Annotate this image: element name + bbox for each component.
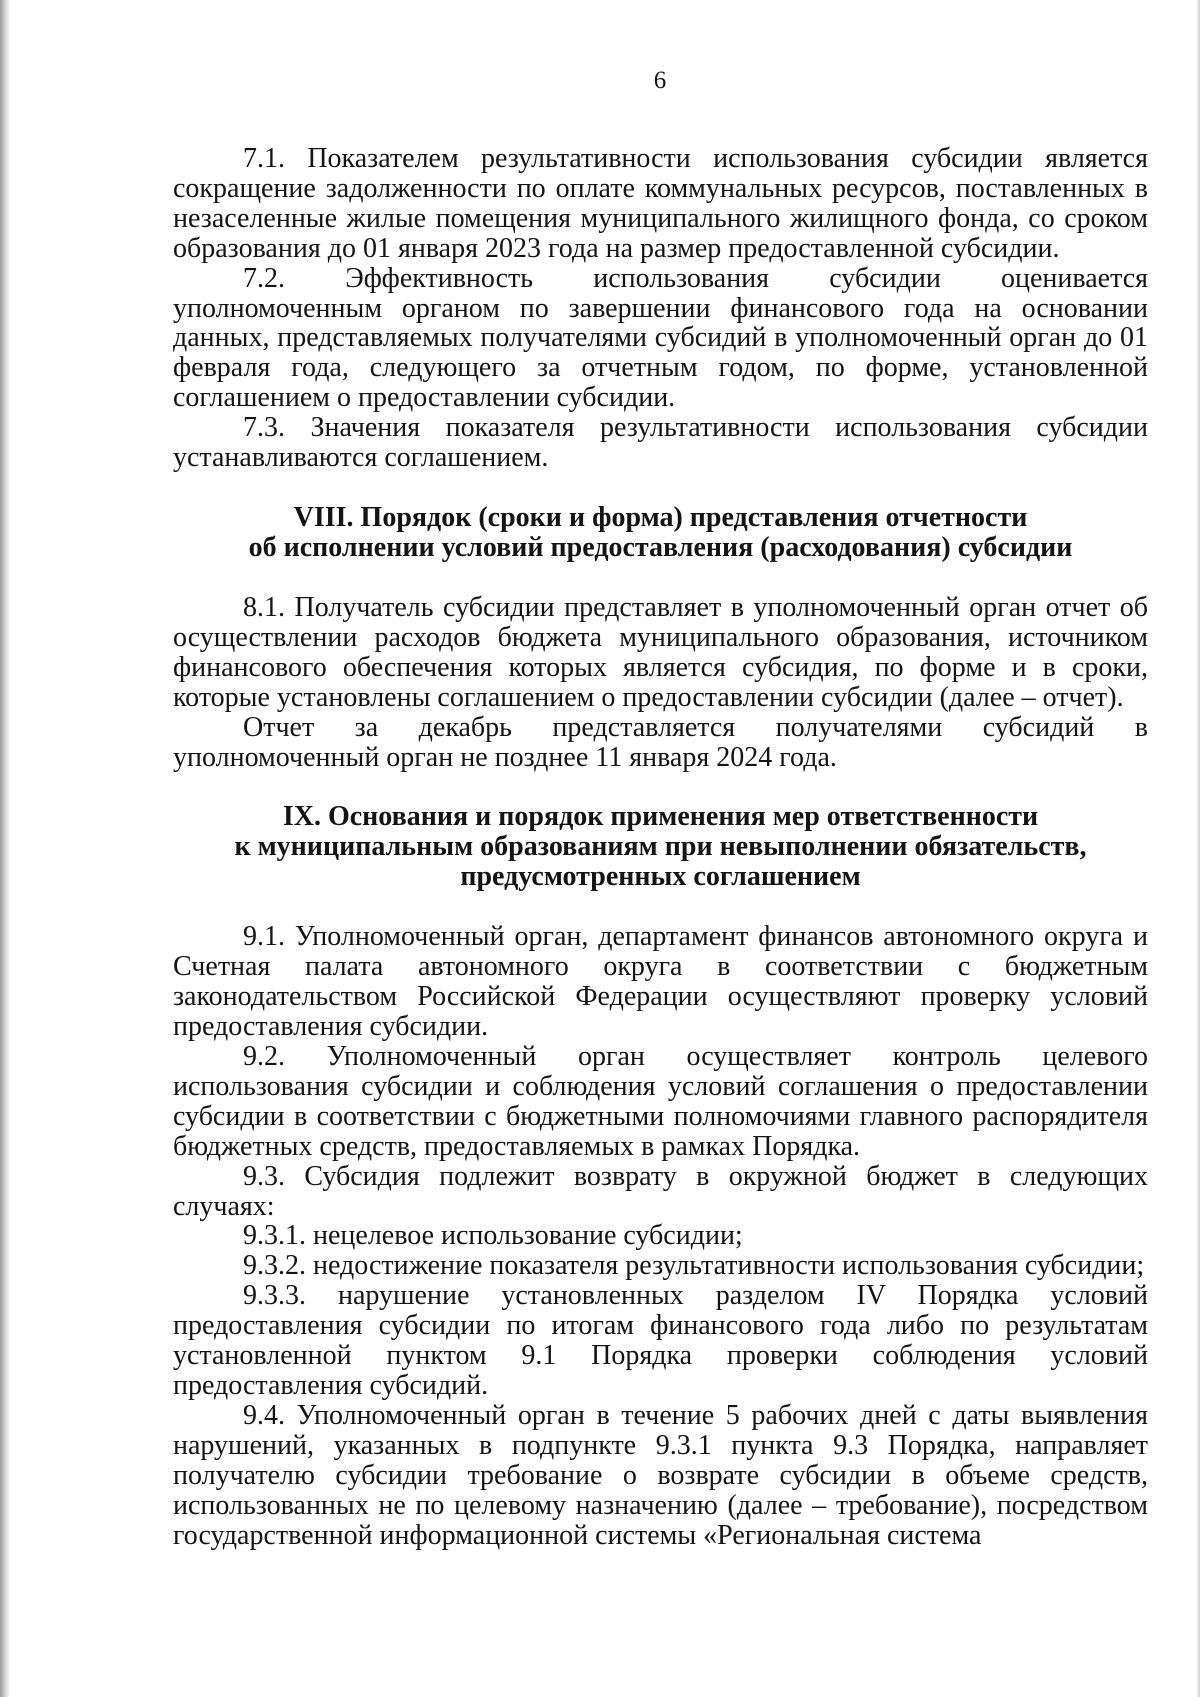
paragraph-9-3-3: 9.3.3. нарушение установленных разделом IV Порядка условий предоставления субсидии по итогам финансового года либо по результатам установленной пунктом 9.1 Порядка проверки соблюдения условий предоставления субсидий. (173, 1280, 1148, 1401)
paragraph-7-2: 7.2. Эффективность использования субсидии оценивается уполномоченным органом по завершении финансового года на основании данных, представляемых получателями субсидий в уполномоченный орган до 01 февраля года, следующего за отчетным годом, по форме, установленной соглашением о предоставлении субсидии. (173, 262, 1148, 414)
paragraph-9-3: 9.3. Субсидия подлежит возврату в окружной бюджет в следующих случаях: (173, 1160, 1148, 1222)
section-9-heading-line-3: предусмотренных соглашением (460, 861, 861, 893)
paragraph-8-report: Отчет за декабрь представляется получателями субсидий в уполномоченный орган не позднее 11 января 2024 года. (173, 711, 1148, 773)
document-body (173, 144, 1148, 1550)
paragraph-7-1: 7.1. Показателем результативности использования субсидии является сокращение задолженности по оплате коммунальных ресурсов, поставленных в незаселенные жилые помещения муниципального жилищного фонда, со сроком образования до 01 января 2023 года на размер предоставленной субсидии. (173, 143, 1148, 264)
paragraph-9-2: 9.2. Уполномоченный орган осуществляет контроль целевого использования субсидии и соблюдения условий соглашения о предоставлении субсидии в соответствии с бюджетными полномочиями главного распорядителя бюджетных средств, предоставляемых в рамках Порядка. (173, 1041, 1148, 1162)
paragraph-9-1: 9.1. Уполномоченный орган, департамент финансов автономного округа и Счетная палата автономного округа в соответствии с бюджетным законодательством Российской Федерации осуществляют проверку условий предоставления субсидии. (173, 921, 1148, 1043)
section-8-heading (173, 503, 1148, 563)
section-8-heading-line-1: VIII. Порядок (сроки и форма) представления отчетности (293, 501, 1028, 533)
page-number: 6 (653, 67, 667, 94)
paragraph-8-1: 8.1. Получатель субсидии представляет в уполномоченный орган отчет об осуществлении расходов бюджета муниципального образования, источником финансового обеспечения которых является субсидия, по форме и в сроки, которые установлены соглашением о предоставлении субсидии (далее – отчет). (173, 591, 1148, 713)
section-9-heading-line-2: к муниципальным образованиям при невыполнении обязательств, (234, 831, 1087, 863)
section-9-heading (173, 802, 1148, 892)
section-8-heading-line-2: об исполнении условий предоставления (расходования) субсидии (248, 531, 1073, 563)
section-9-heading-line-1: IX. Основания и порядок применения мер ответственности (282, 801, 1039, 833)
scan-left-edge (0, 0, 10, 1697)
scan-right-edge (1196, 0, 1200, 1697)
paragraph-7-3: 7.3. Значения показателя результативности использования субсидии устанавливаются соглашением. (173, 412, 1148, 474)
paragraph-9-3-1: 9.3.1. нецелевое использование субсидии; (243, 1220, 743, 1252)
paragraph-9-3-2: 9.3.2. недостижение показателя результативности использования субсидии; (243, 1250, 1145, 1282)
paragraph-9-4: 9.4. Уполномоченный орган в течение 5 рабочих дней с даты выявления нарушений, указанных в подпункте 9.3.1 пункта 9.3 Порядка, направляет получателю субсидии требование о возврате субсидии в объеме средств, использованных не по целевому назначению (далее – требование), посредством государственной информационной системы «Региональная система (173, 1399, 1148, 1551)
